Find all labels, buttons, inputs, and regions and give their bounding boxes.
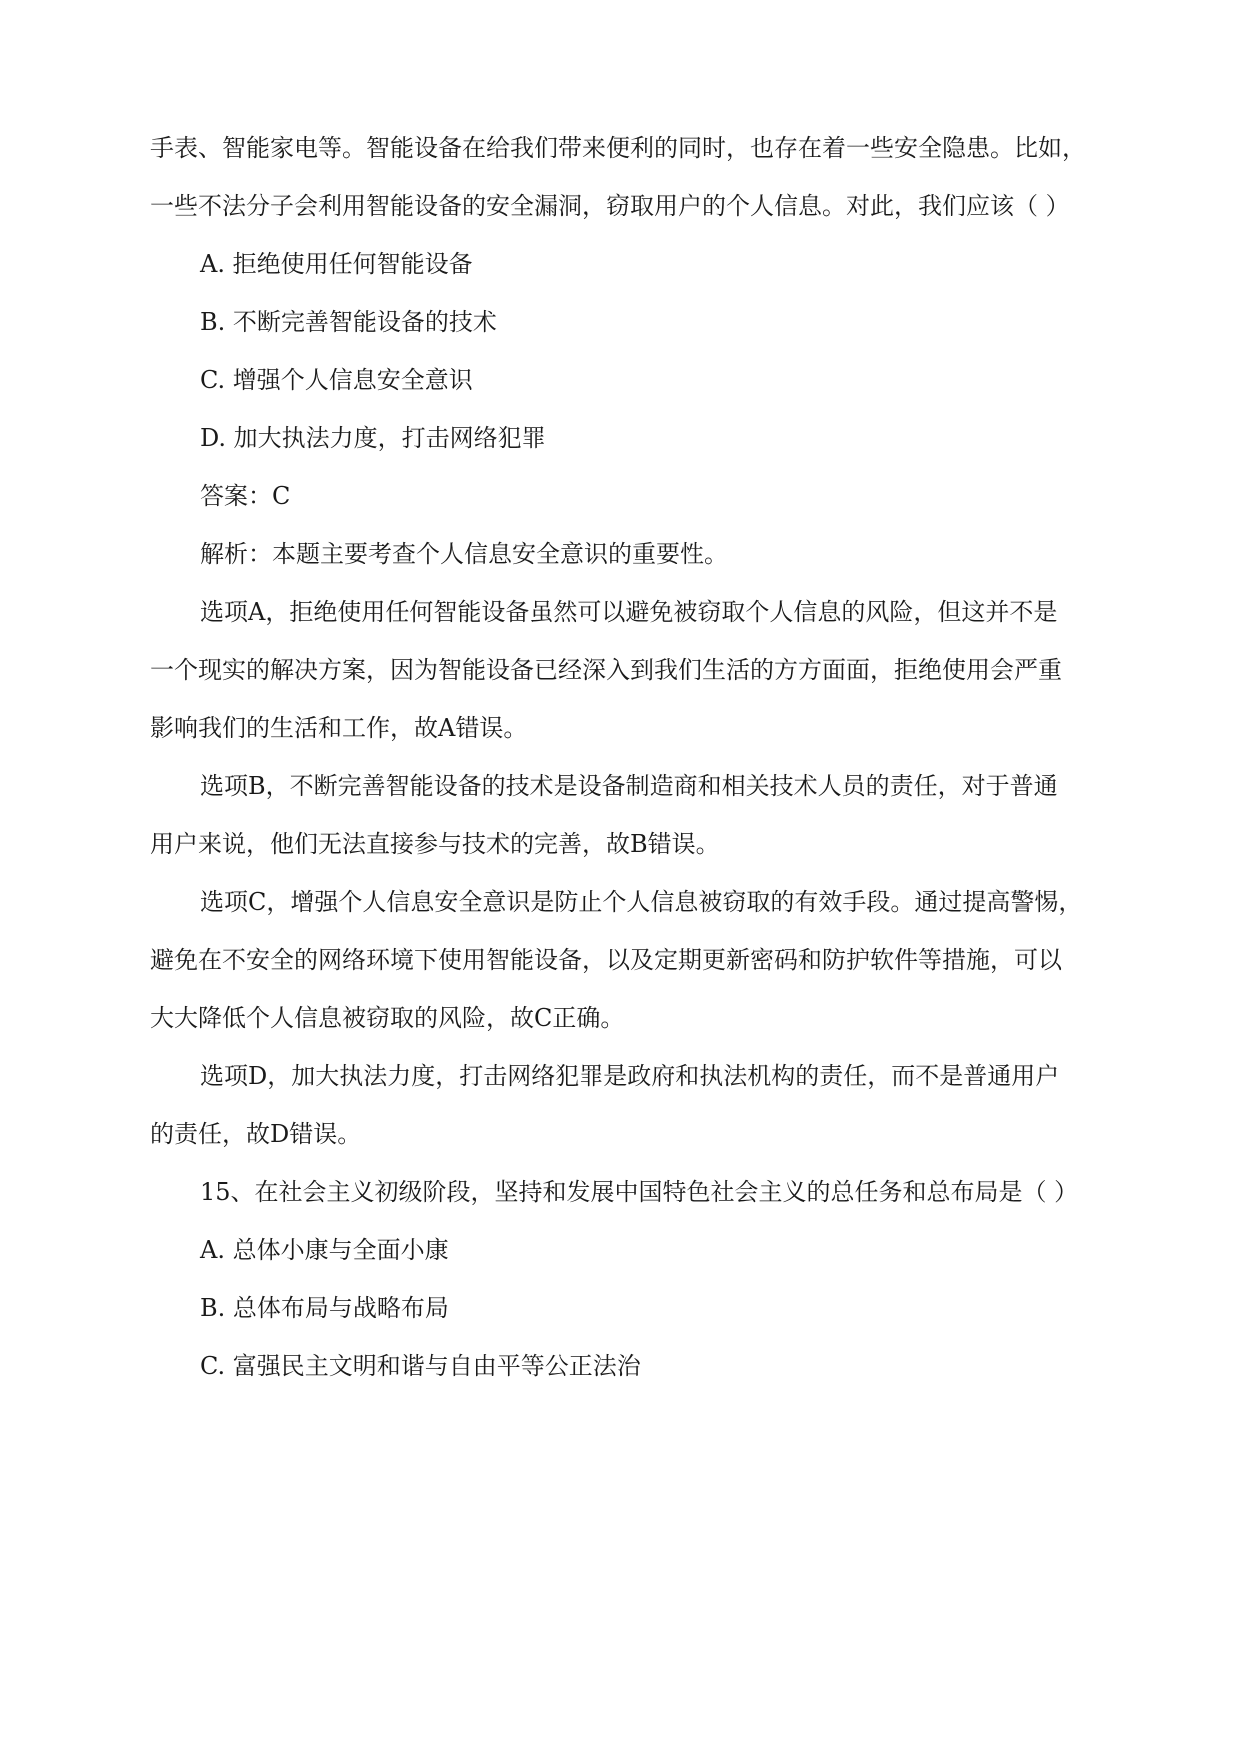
option-line: B. 总体布局与战略布局	[200, 1294, 449, 1322]
text-line: 避免在不安全的网络环境下使用智能设备，以及定期更新密码和防护软件等措施，可以	[150, 946, 1062, 974]
text-line: 选项D，加大执法力度，打击网络犯罪是政府和执法机构的责任，而不是普通用户	[200, 1062, 1060, 1090]
analysis-line: 解析：本题主要考查个人信息安全意识的重要性。	[200, 540, 728, 568]
text-line: 选项B，不断完善智能设备的技术是设备制造商和相关技术人员的责任，对于普通	[200, 772, 1058, 800]
question-line: 15、在社会主义初级阶段，坚持和发展中国特色社会主义的总任务和总布局是（ ）	[200, 1178, 1079, 1206]
text-line: 一个现实的解决方案，因为智能设备已经深入到我们生活的方方面面，拒绝使用会严重	[150, 656, 1062, 684]
answer-line: 答案：C	[200, 482, 291, 510]
text-line: 影响我们的生活和工作，故A错误。	[150, 714, 528, 742]
text-line: 选项C，增强个人信息安全意识是防止个人信息被窃取的有效手段。通过提高警惕，	[200, 888, 1083, 916]
text-line: 大大降低个人信息被窃取的风险，故C正确。	[150, 1004, 625, 1032]
option-line: C. 增强个人信息安全意识	[200, 366, 473, 394]
text-line: 的责任，故D错误。	[150, 1120, 362, 1148]
option-line: A. 总体小康与全面小康	[200, 1236, 449, 1264]
text-line: 一些不法分子会利用智能设备的安全漏洞，窃取用户的个人信息。对此，我们应该（ ）	[150, 192, 1070, 220]
option-line: B. 不断完善智能设备的技术	[200, 308, 497, 336]
text-line: 用户来说，他们无法直接参与技术的完善，故B错误。	[150, 830, 720, 858]
option-line: C. 富强民主文明和谐与自由平等公正法治	[200, 1352, 641, 1380]
text-line: 手表、智能家电等。智能设备在给我们带来便利的同时，也存在着一些安全隐患。比如，	[150, 134, 1086, 162]
option-line: D. 加大执法力度，打击网络犯罪	[200, 424, 546, 452]
text-line: 选项A，拒绝使用任何智能设备虽然可以避免被窃取个人信息的风险，但这并不是	[200, 598, 1058, 626]
option-line: A. 拒绝使用任何智能设备	[200, 250, 473, 278]
